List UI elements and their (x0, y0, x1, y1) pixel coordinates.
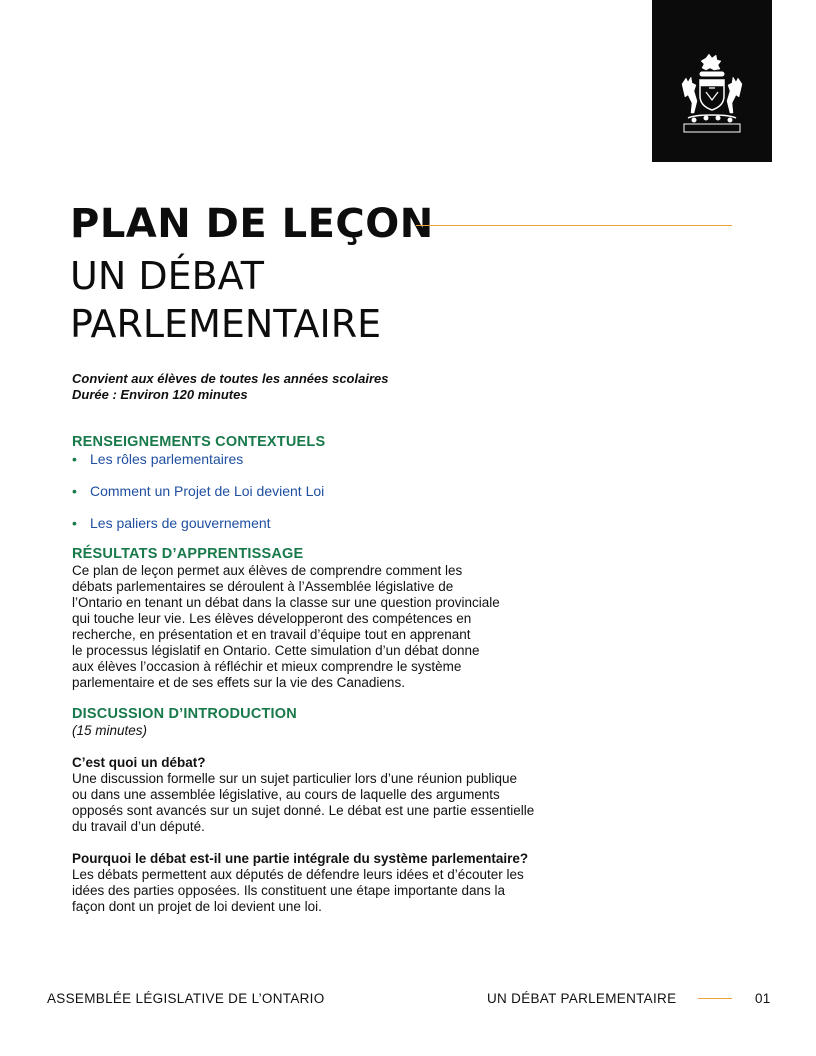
text-line: opposés sont avancés sur un sujet donné. Le débat est une partie essentielle (72, 803, 535, 818)
discussion-duration: (15 minutes) (72, 723, 148, 738)
question-1: C’est quoi un débat? (72, 755, 206, 770)
text-line: façon dont un projet de loi devient une loi. (72, 899, 322, 914)
text-line: l’Ontario en tenant un débat dans la classe sur une question provinciale (72, 595, 500, 610)
text-line: Les débats permettent aux députés de défendre leurs idées et d’écouter les (72, 867, 524, 882)
title-divider (416, 225, 732, 226)
subtitle-line: PARLEMENTAIRE (70, 302, 382, 346)
duration-text: Durée : Environ 120 minutes (72, 387, 248, 402)
page-title: PLAN DE LEÇON (70, 201, 434, 247)
text-line: Une discussion formelle sur un sujet particulier lors d’une réunion publique (72, 771, 517, 786)
bullet-icon: • (72, 515, 77, 531)
text-line: ou dans une assemblée législative, au cours de laquelle des arguments (72, 787, 500, 802)
audience-text: Convient aux élèves de toutes les années scolaires (72, 371, 389, 386)
text-line: idées des parties opposées. Ils constituent une étape importante dans la (72, 883, 506, 898)
link-levels-government[interactable]: Les paliers de gouvernement (90, 515, 271, 531)
text-line: aux élèves l’occasion à réfléchir et mieux comprendre le système (72, 659, 462, 674)
link-roles[interactable]: Les rôles parlementaires (90, 451, 244, 467)
text-line: du travail d’un député. (72, 819, 205, 834)
background-heading: RENSEIGNEMENTS CONTEXTUELS (72, 434, 326, 450)
text-line: le processus législatif en Ontario. Cette simulation d’un débat donne (72, 643, 480, 658)
subtitle-line: UN DÉBAT (70, 254, 264, 298)
outcomes-heading: RÉSULTATS D’APPRENTISSAGE (72, 546, 304, 562)
text-line: débats parlementaires se déroulent à l’Assemblée législative de (72, 579, 454, 594)
list-item[interactable] (72, 515, 324, 547)
question-2: Pourquoi le débat est-il une partie intégrale du système parlementaire? (72, 851, 529, 866)
footer-left: ASSEMBLÉE LÉGISLATIVE DE L’ONTARIO (47, 991, 325, 1006)
text-line: parlementaire et de ses effets sur la vie des Canadiens. (72, 675, 405, 690)
crest-panel (652, 0, 772, 162)
lesson-meta (72, 371, 388, 403)
link-bill-to-law[interactable]: Comment un Projet de Loi devient Loi (90, 483, 325, 499)
coat-of-arms-icon (676, 52, 748, 136)
text-line: Ce plan de leçon permet aux élèves de comprendre comment les (72, 563, 463, 578)
background-links (72, 451, 324, 547)
discussion-heading: DISCUSSION D’INTRODUCTION (72, 706, 297, 722)
bullet-icon: • (72, 483, 77, 499)
footer-right: UN DÉBAT PARLEMENTAIRE (487, 991, 677, 1006)
outcomes-paragraph (72, 563, 552, 691)
list-item[interactable] (72, 451, 324, 483)
bullet-icon: • (72, 451, 77, 467)
text-line: recherche, en présentation et en travail d’équipe tout en apprenant (72, 627, 471, 642)
discussion-block (72, 723, 552, 915)
page-number: 01 (755, 991, 771, 1006)
list-item[interactable] (72, 483, 324, 515)
page-subtitle (70, 252, 381, 348)
footer-divider (698, 998, 732, 999)
text-line: qui touche leur vie. Les élèves développeront des compétences en (72, 611, 472, 626)
